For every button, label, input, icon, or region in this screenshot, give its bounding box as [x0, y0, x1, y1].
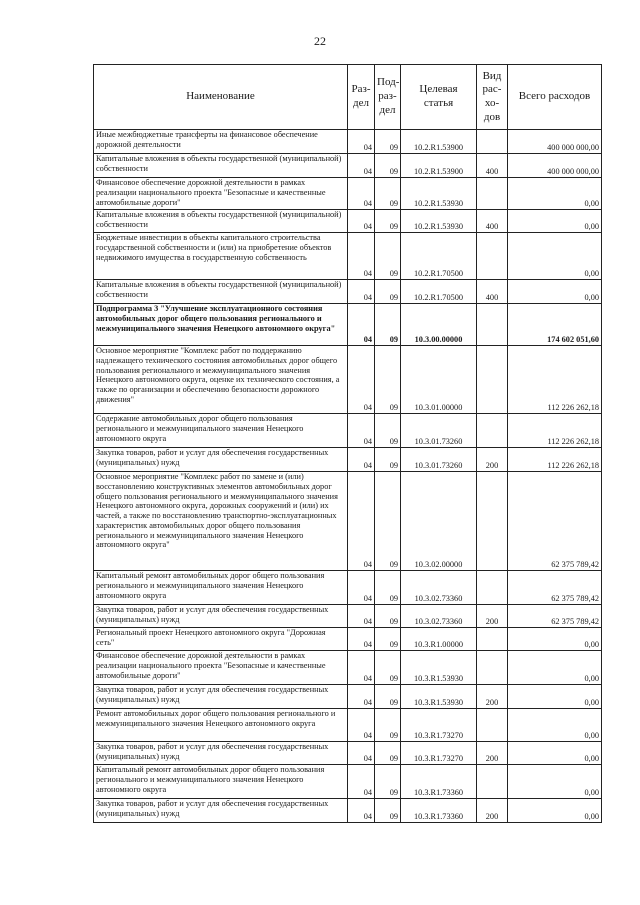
- cell-podrazdel: 09: [375, 651, 401, 685]
- cell-total: 112 226 262,18: [508, 414, 602, 448]
- cell-name: Иные межбюджетные трансферты на финансовое обеспечение дорожной деятельности: [94, 130, 348, 154]
- table-row: [94, 178, 602, 210]
- cell-vid: [477, 346, 508, 414]
- cell-total: 0,00: [508, 651, 602, 685]
- header-name: Наименование: [94, 65, 348, 130]
- cell-target: 10.2.R1.53930: [401, 210, 477, 233]
- cell-vid: [477, 130, 508, 154]
- cell-vid: 200: [477, 685, 508, 709]
- table-row: [94, 233, 602, 280]
- cell-podrazdel: 09: [375, 346, 401, 414]
- cell-podrazdel: 09: [375, 130, 401, 154]
- table-header: [94, 65, 602, 130]
- cell-name: Закупка товаров, работ и услуг для обеспечения государственных (муниципальных) нужд: [94, 742, 348, 765]
- budget-table: [93, 64, 602, 823]
- header-target: Целевая статья: [401, 65, 477, 130]
- cell-podrazdel: 09: [375, 571, 401, 605]
- table-row: [94, 130, 602, 154]
- cell-total: 0,00: [508, 280, 602, 304]
- cell-name: Капитальные вложения в объекты государственной (муниципальной) собственности: [94, 154, 348, 178]
- table-row: [94, 448, 602, 472]
- table-row: [94, 304, 602, 346]
- cell-razdel: 04: [348, 742, 375, 765]
- cell-target: 10.3.R1.53930: [401, 685, 477, 709]
- cell-vid: [477, 233, 508, 280]
- cell-razdel: 04: [348, 651, 375, 685]
- cell-total: 0,00: [508, 685, 602, 709]
- cell-vid: [477, 765, 508, 799]
- cell-podrazdel: 09: [375, 304, 401, 346]
- table-row: [94, 346, 602, 414]
- table-row: [94, 280, 602, 304]
- cell-name: Содержание автомобильных дорог общего пользования регионального и межмуниципального значения Ненецкого автономного округа: [94, 414, 348, 448]
- table-row: [94, 154, 602, 178]
- table-row: [94, 210, 602, 233]
- cell-vid: [477, 472, 508, 571]
- cell-razdel: 04: [348, 304, 375, 346]
- cell-total: 0,00: [508, 628, 602, 651]
- cell-total: 62 375 789,42: [508, 472, 602, 571]
- cell-vid: 200: [477, 448, 508, 472]
- cell-total: 112 226 262,18: [508, 346, 602, 414]
- cell-podrazdel: 09: [375, 280, 401, 304]
- cell-name: Региональный проект Ненецкого автономного округа "Дорожная сеть": [94, 628, 348, 651]
- header-podrazdel: Под- раз- дел: [375, 65, 401, 130]
- cell-name: Капитальные вложения в объекты государственной (муниципальной) собственности: [94, 280, 348, 304]
- cell-total: 400 000 000,00: [508, 130, 602, 154]
- table-row: [94, 651, 602, 685]
- cell-target: 10.3.R1.73360: [401, 799, 477, 823]
- cell-vid: [477, 628, 508, 651]
- cell-total: 0,00: [508, 765, 602, 799]
- cell-podrazdel: 09: [375, 178, 401, 210]
- cell-razdel: 04: [348, 765, 375, 799]
- cell-name: Ремонт автомобильных дорог общего пользования регионального и межмуниципального значения Ненецкого автономного округа: [94, 709, 348, 742]
- cell-target: 10.3.01.73260: [401, 448, 477, 472]
- cell-name: Капитальный ремонт автомобильных дорог общего пользования регионального и межмуниципального значения Ненецкого автономного округа: [94, 571, 348, 605]
- cell-podrazdel: 09: [375, 605, 401, 628]
- cell-total: 0,00: [508, 178, 602, 210]
- cell-total: 0,00: [508, 210, 602, 233]
- cell-razdel: 04: [348, 709, 375, 742]
- table-row: [94, 628, 602, 651]
- cell-razdel: 04: [348, 571, 375, 605]
- cell-razdel: 04: [348, 210, 375, 233]
- cell-target: 10.3.R1.53930: [401, 651, 477, 685]
- cell-total: 62 375 789,42: [508, 571, 602, 605]
- cell-podrazdel: 09: [375, 210, 401, 233]
- cell-name: Закупка товаров, работ и услуг для обеспечения государственных (муниципальных) нужд: [94, 448, 348, 472]
- table-row: [94, 414, 602, 448]
- cell-podrazdel: 09: [375, 799, 401, 823]
- cell-target: 10.2.R1.70500: [401, 280, 477, 304]
- cell-razdel: 04: [348, 448, 375, 472]
- cell-target: 10.2.R1.53930: [401, 178, 477, 210]
- cell-razdel: 04: [348, 280, 375, 304]
- cell-vid: 400: [477, 210, 508, 233]
- table-row: [94, 709, 602, 742]
- cell-podrazdel: 09: [375, 709, 401, 742]
- cell-podrazdel: 09: [375, 448, 401, 472]
- cell-target: 10.3.02.73360: [401, 605, 477, 628]
- cell-target: 10.3.01.00000: [401, 346, 477, 414]
- cell-razdel: 04: [348, 154, 375, 178]
- cell-podrazdel: 09: [375, 472, 401, 571]
- cell-name: Закупка товаров, работ и услуг для обеспечения государственных (муниципальных) нужд: [94, 605, 348, 628]
- cell-total: 0,00: [508, 742, 602, 765]
- cell-vid: [477, 414, 508, 448]
- table-row: [94, 685, 602, 709]
- cell-target: 10.2.R1.53900: [401, 154, 477, 178]
- cell-name: Подпрограмма 3 "Улучшение эксплуатационного состояния автомобильных дорог общего пользования регионального и межмуниципального значения Ненецкого автономного округа": [94, 304, 348, 346]
- header-razdel: Раз- дел: [348, 65, 375, 130]
- cell-podrazdel: 09: [375, 765, 401, 799]
- cell-vid: [477, 178, 508, 210]
- cell-razdel: 04: [348, 685, 375, 709]
- cell-total: 0,00: [508, 233, 602, 280]
- cell-vid: [477, 651, 508, 685]
- cell-target: 10.3.R1.00000: [401, 628, 477, 651]
- cell-total: 0,00: [508, 799, 602, 823]
- cell-vid: 400: [477, 280, 508, 304]
- cell-target: 10.3.02.00000: [401, 472, 477, 571]
- header-total: Всего расходов: [508, 65, 602, 130]
- cell-total: 62 375 789,42: [508, 605, 602, 628]
- cell-total: 400 000 000,00: [508, 154, 602, 178]
- table-row: [94, 742, 602, 765]
- cell-podrazdel: 09: [375, 233, 401, 280]
- cell-vid: [477, 304, 508, 346]
- cell-target: 10.2.R1.70500: [401, 233, 477, 280]
- cell-total: 174 602 051,60: [508, 304, 602, 346]
- cell-name: Бюджетные инвестиции в объекты капитального строительства государственной собственности и (или) на приобретение объектов недвижимого имущества в государственную собственность: [94, 233, 348, 280]
- cell-razdel: 04: [348, 414, 375, 448]
- cell-razdel: 04: [348, 346, 375, 414]
- cell-vid: 400: [477, 154, 508, 178]
- cell-vid: [477, 709, 508, 742]
- cell-razdel: 04: [348, 233, 375, 280]
- cell-vid: 200: [477, 605, 508, 628]
- cell-podrazdel: 09: [375, 154, 401, 178]
- cell-name: Капитальный ремонт автомобильных дорог общего пользования регионального и межмуниципального значения Ненецкого автономного округа: [94, 765, 348, 799]
- table-row: [94, 799, 602, 823]
- cell-target: 10.3.R1.73270: [401, 709, 477, 742]
- cell-razdel: 04: [348, 799, 375, 823]
- cell-target: 10.3.00.00000: [401, 304, 477, 346]
- cell-vid: 200: [477, 799, 508, 823]
- table-body: [94, 130, 602, 823]
- cell-name: Капитальные вложения в объекты государственной (муниципальной) собственности: [94, 210, 348, 233]
- cell-name: Закупка товаров, работ и услуг для обеспечения государственных (муниципальных) нужд: [94, 685, 348, 709]
- table-row: [94, 765, 602, 799]
- cell-podrazdel: 09: [375, 414, 401, 448]
- cell-name: Финансовое обеспечение дорожной деятельности в рамках реализации национального проекта "Безопасные и качественные автомобильные дороги": [94, 651, 348, 685]
- cell-vid: [477, 571, 508, 605]
- cell-target: 10.3.01.73260: [401, 414, 477, 448]
- cell-vid: 200: [477, 742, 508, 765]
- cell-target: 10.3.R1.73360: [401, 765, 477, 799]
- page-number: 22: [314, 34, 326, 48]
- cell-razdel: 04: [348, 178, 375, 210]
- cell-name: Основное мероприятие "Комплекс работ по замене и (или) восстановлению конструктивных элементов автомобильных дорог общего пользования регионального и межмуниципального значения Ненецкого автономного округа, дорожных сооружений и (или) их частей, а также по восстановлению транспортно-эксплуатационных характеристик автомобильных дорог общего пользования регионального и межмуниципального значения Ненецкого автономного округа": [94, 472, 348, 571]
- cell-razdel: 04: [348, 472, 375, 571]
- cell-target: 10.2.R1.53900: [401, 130, 477, 154]
- cell-razdel: 04: [348, 605, 375, 628]
- table-row: [94, 605, 602, 628]
- cell-podrazdel: 09: [375, 628, 401, 651]
- header-vid: Вид рас- хо- дов: [477, 65, 508, 130]
- cell-razdel: 04: [348, 628, 375, 651]
- cell-podrazdel: 09: [375, 742, 401, 765]
- table-row: [94, 571, 602, 605]
- cell-podrazdel: 09: [375, 685, 401, 709]
- cell-total: 0,00: [508, 709, 602, 742]
- cell-name: Финансовое обеспечение дорожной деятельности в рамках реализации национального проекта "Безопасные и качественные автомобильные дороги": [94, 178, 348, 210]
- cell-name: Закупка товаров, работ и услуг для обеспечения государственных (муниципальных) нужд: [94, 799, 348, 823]
- cell-name: Основное мероприятие "Комплекс работ по поддержанию надлежащего технического состояния автомобильных дорог общего пользования регионального и межмуниципального значения Ненецкого автономного округа, оценке их технического состояния, а также по организации и обеспечению безопасности дорожного движения": [94, 346, 348, 414]
- cell-razdel: 04: [348, 130, 375, 154]
- cell-total: 112 226 262,18: [508, 448, 602, 472]
- table-row: [94, 472, 602, 571]
- cell-target: 10.3.R1.73270: [401, 742, 477, 765]
- cell-target: 10.3.02.73360: [401, 571, 477, 605]
